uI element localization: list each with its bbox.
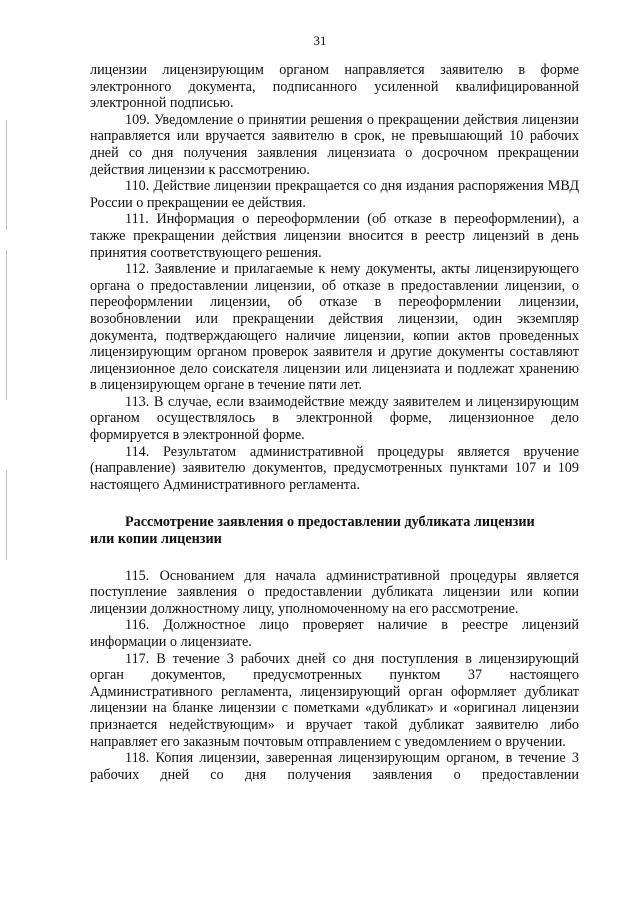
paragraph-111: 111. Информация о переоформлении (об отказе в переоформлении), а также прекращении действия лицензии вносится в реестр лицензий в день принятия соответствующего решения. bbox=[90, 211, 579, 261]
section-heading-line-1: Рассмотрение заявления о предоставлении дубликата лицензии bbox=[125, 514, 535, 531]
paragraph-116: 116. Должностное лицо проверяет наличие в реестре лицензий информации о лицензиате. bbox=[90, 617, 579, 650]
section-heading-line-2: или копии лицензии bbox=[90, 531, 222, 548]
paragraph-118: 118. Копия лицензии, заверенная лицензирующим органом, в течение 3 рабочих дней со дня получения заявления о предоставлении bbox=[90, 750, 579, 783]
paragraph-112: 112. Заявление и прилагаемые к нему документы, акты лицензирующего органа о предоставлении лицензии, об отказе в предоставлении лицензии, о переоформлении лицензии, об отказе в переоформлении лицензии, возобновлении или прекращении действия лицензии, один экземпляр документа, подтверждающего наличие лицензии, копии актов проведенных лицензирующим органом проверок заявителя и другие документы составляют лицензионное дело соискателя лицензии или лицензиата и подлежат хранению в лицензирующем органе в течение пяти лет. bbox=[90, 261, 579, 394]
scan-margin-mark bbox=[6, 250, 7, 400]
page-number: 31 bbox=[313, 33, 327, 48]
scan-margin-mark bbox=[6, 120, 7, 230]
paragraph-114: 114. Результатом административной процедуры является вручение (направление) заявителю документов, предусмотренных пунктами 107 и 109 настоящего Административного регламента. bbox=[90, 443, 579, 493]
paragraph-113: 113. В случае, если взаимодействие между заявителем и лицензирующим органом осуществлялось в электронной форме, лицензионное дело формируется в электронной форме. bbox=[90, 393, 579, 444]
document-body bbox=[90, 62, 579, 783]
paragraph-115: 115. Основанием для начала административной процедуры является поступление заявления о предоставлении дубликата лицензии или копии лицензии должностному лицу, уполномоченному на его рассмотрение. bbox=[90, 567, 579, 617]
paragraph-117: 117. В течение 3 рабочих дней со дня поступления в лицензирующий орган документов, предусмотренных пунктом 37 настоящего Административного регламента, лицензирующий орган оформляет дубликат лицензии на бланке лицензии с пометками «дубликат» и «оригинал лицензии признается недействующим» и вручает такой дубликат заявителю либо направляет его заказным почтовым отправлением с уведомлением о вручении. bbox=[90, 650, 579, 750]
paragraph-109: 109. Уведомление о принятии решения о прекращении действия лицензии направляется или вручается заявителю в срок, не превышающий 10 рабочих дней со дня получения заявления лицензиата о досрочном прекращении действия лицензии к рассмотрению. bbox=[90, 111, 579, 178]
paragraph-110: 110. Действие лицензии прекращается со дня издания распоряжения МВД России о прекращении ее действия. bbox=[90, 178, 579, 211]
section-heading bbox=[90, 514, 579, 547]
scan-margin-mark bbox=[6, 470, 7, 560]
paragraph-continuation: лицензии лицензирующим органом направляется заявителю в форме электронного документа, подписанного усиленной квалифицированной электронной подписью. bbox=[90, 62, 579, 112]
